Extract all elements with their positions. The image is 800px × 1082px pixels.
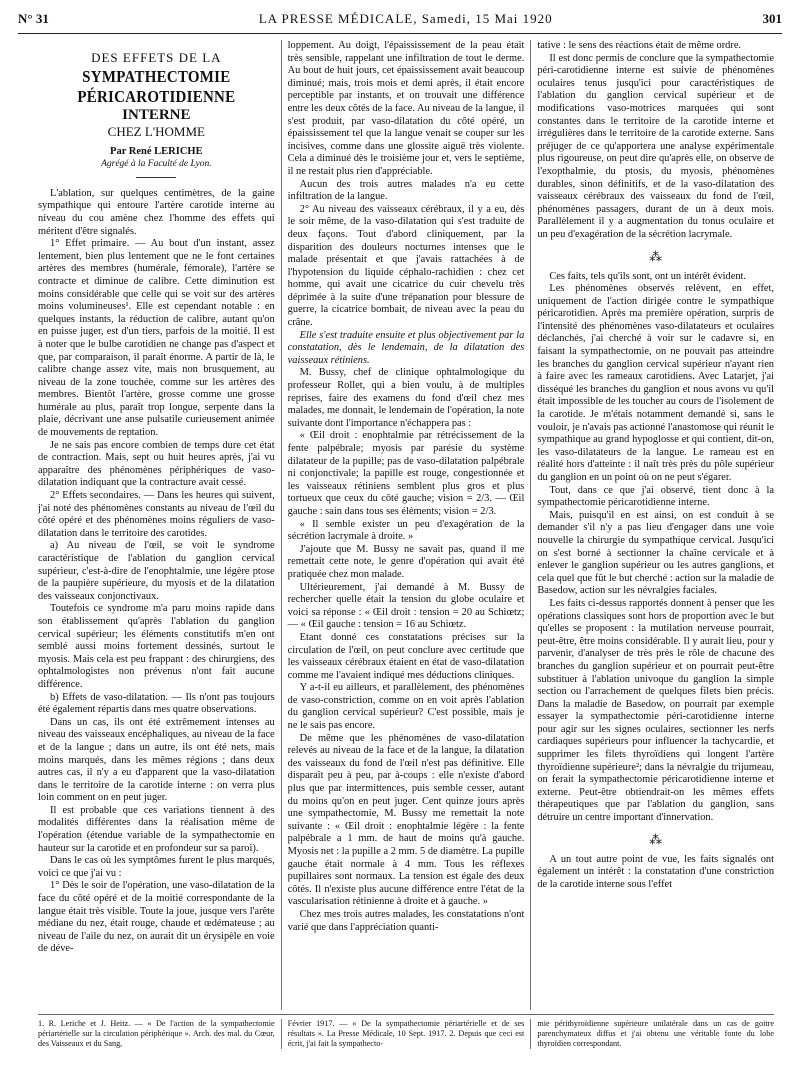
paragraph: Dans le cas où les symptômes furent le plus marqués, voici ce que j'ai vu :	[38, 855, 275, 879]
journal-title: LA PRESSE MÉDICALE, Samedi, 15 Mai 1920	[258, 11, 553, 26]
paragraph: Il est probable que ces variations tiennent à des modalités différentes dans la réalisation même de l'opération (étendue variable de la sympathectomie en hauteur sur la carotide et en profondeur sur sa paroi).	[38, 804, 275, 854]
title-line-3: INTERNE	[122, 106, 191, 123]
page-number: 301	[762, 11, 782, 26]
paragraph: « Œil droit : enophtalmie par rétrécissement de la fente palpébrale; myosis par parésie du système dilatateur de la pupille; pas de vaso-dilatation palpébrale ni conjonctivale; la papille est rouge, congestionnée et les vaisseaux rétiniens semblent plus gros et plus tortueux que ceux du côté gauche; vision = 2/3. — Œil gauche : sain dans tous ses éléments; vision = 2/3.	[287, 430, 525, 517]
paragraph: Mais, puisqu'il en est ainsi, on est conduit à se demander s'il n'y a pas lieu d'engager dans une voie nouvelle la chirurgie du sympathique cervical. Jusqu'ici on s'est borné à sectionner la chaîne cervicale et à enlever le ganglion supérieur ou les autres ganglions, et cela quel que fût le but cherché : action sur la maladie de Basedow, action sur les névralgies faciales.	[537, 509, 775, 597]
paragraph: loppement. Au doigt, l'épaississement de la peau était très sensible, rappelant une infiltration de tout le derme. Au bout de huit jours, cet épaississement avait beaucoup diminué; mais, trois mois et demi après, il était encore perceptible par instants, et on trouvait une différence entre les deux côtés de la face. Au niveau de la langue, il s'est produit, par vaso-dilatation du côté opéré, un épaississement tel que la langue venait se couper sur les incisives, comme dans une glossite aiguë très violente. Cela a diminué dès le troisième jour et, vers le septième, il ne restait plus rien d'appréciable.	[287, 40, 525, 177]
paragraph: L'ablation, sur quelques centimètres, de la gaine sympathique qui entoure l'artère carotide interne au niveau du cou amène chez l'homme des effets qui méritent d'être signalés.	[38, 187, 275, 237]
paragraph: Les faits ci-dessus rapportés donnent à penser que les opérations classiques sont hors de proportion avec le but qu'elles se proposent : la mutilation nerveuse pourrait, peut-être, être moins considérable. Il y aurait lieu, pour y parvenir, d'analyser de très près le rôle de chacune des branches du ganglion supérieur et on pourrait peut-être substituer à l'ablation univoque du ganglion la simple section ou l'arrachement de quelques filets bien précis. Dans la maladie de Basedow, on pourrait par exemple essayer la sympathectomie péri-carotidienne interne pour agir sur les signes oculaires, sectionner les nerfs cardiaques supérieurs pour influencer la tachycardie, et supprimer les filets thyroïdiens qui longent l'artère thyroïdienne supérieure²; dans la névralgie du trijumeau, on ferait la sympathectomie péricarotidienne interne et externe. Peut-être obtiendrait-on les mêmes effets thérapeutiques que par l'ablation du ganglion, sans détruire un centre important d'innervation.	[537, 597, 775, 824]
paragraph: Y a-t-il eu ailleurs, et parallèlement, des phénomènes de vaso-constriction, comme on en voit après l'ablation du ganglion cervical supérieur? C'est possible, mais je ne le sais pas encore.	[287, 682, 525, 732]
footnote-2-continuation: mie périthyroïdienne supérieure unilatérale dans un cas de goitre parenchymateux diffus et j'ai obtenu une véritable fonte du lobe thyroïdien correspondant.	[530, 1019, 774, 1049]
footnotes	[38, 1014, 774, 1049]
column-1	[38, 40, 281, 1010]
paragraph: Toutefois ce syndrome m'a paru moins rapide dans son établissement qu'après l'ablation du ganglion cervical supérieur; les éléments constitutifs m'en ont semblé aussi moins fortement dessinés, surtout le myosis. Mais cela est peu frappant : des chirurgiens, des ophtalmologistes non prévenus n'ont fait aucune différence.	[38, 603, 275, 690]
header-rule	[18, 33, 782, 34]
footnote-continuation: Février 1917. — « De la sympathectomie périartérielle et de ses résultats ». La Presse Médicale, 10 Sept. 1917. 2. Depuis que ceci est écrit, j'ai fait la sympathecto-	[281, 1019, 531, 1049]
issue-number: N° 31	[18, 11, 49, 26]
paragraph: Elle s'est traduite ensuite et plus objectivement par la constatation, dès le lendemain, de la dilatation des vaisseaux rétiniens.	[287, 329, 525, 366]
paragraph: 1° Dès le soir de l'opération, une vaso-dilatation de la face du côté opéré et de la moitié correspondante de la langue était très visible. Toute la joue, jusque vers l'arête médiane du nez, était rouge, chaude et œdémateuse ; au niveau de l'aile du nez, on aurait dit un érysipèle en voie de déve-	[38, 880, 275, 955]
paragraph: Ultérieurement, j'ai demandé à M. Bussy de rechercher quelle était la tension du globe oculaire et voici sa réponse : « Œil droit : tension = 20 au Schiœtz; — « Œil gauche : tension = 16 au Schiœtz.	[287, 581, 525, 631]
paragraph: a) Au niveau de l'œil, se voit le syndrome caractéristique de l'ablation du ganglion cervical supérieur, c'est-à-dire de l'enophtalmie, une légère ptose de la paupière supérieure, du myosis et de la dilatation des vaisseaux conjonctivaux.	[38, 540, 275, 602]
title-line-2: SYMPATHECTOMIE PÉRICAROTIDIENNE	[77, 66, 236, 106]
title-line-4: CHEZ L'HOMME	[107, 123, 205, 139]
paragraph: M. Bussy, chef de clinique ophtalmologique du professeur Rollet, qui a bien voulu, à de multiples reprises, faire des examens du fond d'œil chez mes malades, me donnait, le lendemain de l'opération, la note suivante dont l'importance n'échappera pas :	[287, 367, 525, 429]
paragraph: 2° Au niveau des vaisseaux cérébraux, il y a eu, dès le soir même, de la vaso-dilatation qui s'est traduite de deux façons. Tout d'abord cliniquement, par la disparition des douleurs nocturnes intenses que le malade présentait et que j'avais rattachées à de l'hypotension du liquide céphalo-rachidien : chez cet homme, qui avait une cicatrice du cuir chevelu très déprimée à la suite d'une trépanation pour blessure de guerre, la cicatrice bombait, de niveau avec la peau du crâne.	[287, 203, 525, 329]
title-line-1: DES EFFETS DE LA	[91, 50, 222, 65]
paragraph: De même que les phénomènes de vaso-dilatation relevés au niveau de la face et de la langue, la dilatation des vaisseaux du fond de l'œil n'est pas définitive. Elle disparaît peu à peu, par à-coups : elle n'existe d'abord plus que par intermittences, puis semble cesser, autant du moins qu'on en peut juger. Cent quinze jours après une sympathectomie, M. Bussy me remettait la note suivante : « Œil droit : enophtalmie légère : la fente palpébrale a 1 mm. de haut de moins qu'à gauche. Myosis net : la pupille a 2 mm. 5 de diamètre. La pupille gauche était normale à 4 mm. Tous les réflexes pupillaires sont normaux. La tension est égale des deux côtés. Il n'existe plus aucune différence entre l'état de la vascularisation rétinienne à droite et à gauche. »	[287, 732, 525, 908]
column-2	[281, 40, 531, 1010]
title-separator	[136, 177, 176, 178]
paragraph: Etant donné ces constatations précises sur la circulation de l'œil, on peut conclure avec certitude que les vaisseaux cérébraux étaient en état de vaso-dilatation comme me l'avaient indiqué mes déductions cliniques.	[287, 631, 525, 681]
author-affiliation: Agrégé à la Faculté de Lyon.	[101, 159, 212, 170]
paragraph: tative : le sens des réactions était de même ordre.	[537, 40, 742, 51]
paragraph: Dans un cas, ils ont été extrêmement intenses au niveau des vaisseaux encéphaliques, au niveau de la face et de la langue ; dans un autre, ils ont été nets, mais moins marqués, dans les mêmes régions ; dans deux autres cas, il n'y a eu d'apparent que la vaso-dilatation dans le territoire de la carotide interne : on verra plus loin comment on en peut juger.	[38, 716, 275, 804]
paragraph: J'ajoute que M. Bussy ne savait pas, quand il me remettait cette note, le genre d'opération qui avait été pratiquée chez mon malade.	[287, 543, 525, 580]
paragraph: b) Effets de vaso-dilatation. — Ils n'ont pas toujours été également répartis dans mes quatre observations.	[38, 691, 275, 716]
article-body	[38, 40, 774, 1010]
section-break-asterism: ⁂	[649, 248, 663, 264]
section-break-asterism: ⁂	[649, 831, 663, 847]
footnote-1: 1. R. Leriche et J. Heitz. — « De l'action de la sympathectomie périartérielle sur la circulation périphérique ». Arch. des mal. du Cœur, des Vaisseaux et du Sang,	[38, 1019, 275, 1048]
paragraph: 1° Effet primaire. — Au bout d'un instant, assez lentement, bien plus lentement que ne le font certaines artères des membres (humérale, fémorale), l'artère se contracte et diminue de calibre. Cette diminution est moins considérable que celle qui se voit sur des artères moins volumineuses¹. Elle est cependant notable : en quelques instants, la réduction de calibre, autant qu'on en puisse juger, est d'un tiers, parfois de la moitié. Il est à noter que le bulbe carotidien ne change pas d'aspect et que, par comparaison, il paraît énorme. A partir de là, le calibre change assez vite, mais non brusquement, au niveau de la zone touchée, comme sur les artères des membres. Bientôt l'artère, grosse comme une grosse humérale au plus, paraît trop longue, serpente dans la plaie, décrivant une anse pulsatile curieusement animée de mouvements de reptation.	[38, 238, 275, 439]
column-3	[530, 40, 774, 1010]
paragraph: Il est donc permis de conclure que la sympathectomie péri-carotidienne interne est suivie de phénomènes oculaires tenus jusqu'ici pour caractéristiques de l'ablation du ganglion cervical supérieur et de modifications vaso-motrices marquées qui sont constantes dans le territoire de la carotide interne et irrégulières dans le territoire de la carotide externe. Sans préjuger de ce qu'apportera une analyse expérimentale plus rigoureuse, on peut dire qu'après elle, on observe de l'exopthalmie, du ptosis, du myosis, phénomènes durables, sinon définitifs, et de la vaso-dilatation des vaisseaux cérébraux des vaisseaux du fond de l'œil, phénomènes passagers, durant de un à deux mois. Parallèlement il y a augmentation du tonus oculaire et un peu d'exagération de la sécrétion lacrymale.	[537, 52, 775, 240]
paragraph: Chez mes trois autres malades, les constatations n'ont varié que dans l'appréciation quanti-	[287, 908, 525, 933]
paragraph: Tout, dans ce que j'ai observé, tient donc à la sympathectomie péricarotidienne interne.	[537, 484, 775, 509]
paragraph: Aucun des trois autres malades n'a eu cette infiltration de la langue.	[287, 178, 525, 203]
paragraph: Les phénomènes observés relèvent, en effet, uniquement de l'action dirigée contre le sympathique péricarotidien. Après ma première opération, surpris de l'intensité des phénomènes vaso-dilatateurs et oculaires déclanchés, j'ai cherché à voir sur le cadavre si, en faisant la sympathectomie, on ne pouvait pas atteindre les branches du ganglion cervical supérieur n'ayant rien à faire avec les rameaux carotidiens. Avec Latarjet, j'ai disséqué les branches du ganglion et nous avons vu qu'il était impossible de les toucher au cours de l'isolement de la carotide. Je m'étais notamment demandé si, sans le vouloir, je n'avais pas actionné l'anastomose qui réunit le sympathique au grand hypoglosse et qui contient, dit-on, les vaso-dilatateurs de la langue. Le rameau est en réalité hors d'atteinte : il naît très près du pôle supérieur du ganglion en un point où on ne peut s'égarer.	[537, 283, 775, 483]
author-name: Par René LERICHE	[110, 145, 203, 157]
paragraph: « Il semble exister un peu d'exagération de la sécrétion lacrymale à droite. »	[287, 518, 525, 543]
article-title-block	[38, 52, 275, 178]
paragraph: Ces faits, tels qu'ils sont, ont un intérêt évident.	[549, 270, 747, 282]
paragraph: A un tout autre point de vue, les faits signalés ont également un intérêt : la constatation d'une constriction de la carotide interne sous l'effet	[537, 853, 775, 890]
paragraph: 2° Effets secondaires. — Dans les heures qui suivent, j'ai noté des phénomènes constants au niveau de l'œil du côté opéré et des phénomènes moins réguliers de vaso-dilatation dans le territoire des carotides.	[38, 490, 275, 539]
paragraph: Je ne sais pas encore combien de temps dure cet état de contraction. Mais, sept ou huit heures après, j'ai vu apparaître des phénomènes périphériques de vaso-dilatation indiquant que la contracture avait cessé.	[38, 439, 275, 489]
running-header	[18, 8, 782, 30]
